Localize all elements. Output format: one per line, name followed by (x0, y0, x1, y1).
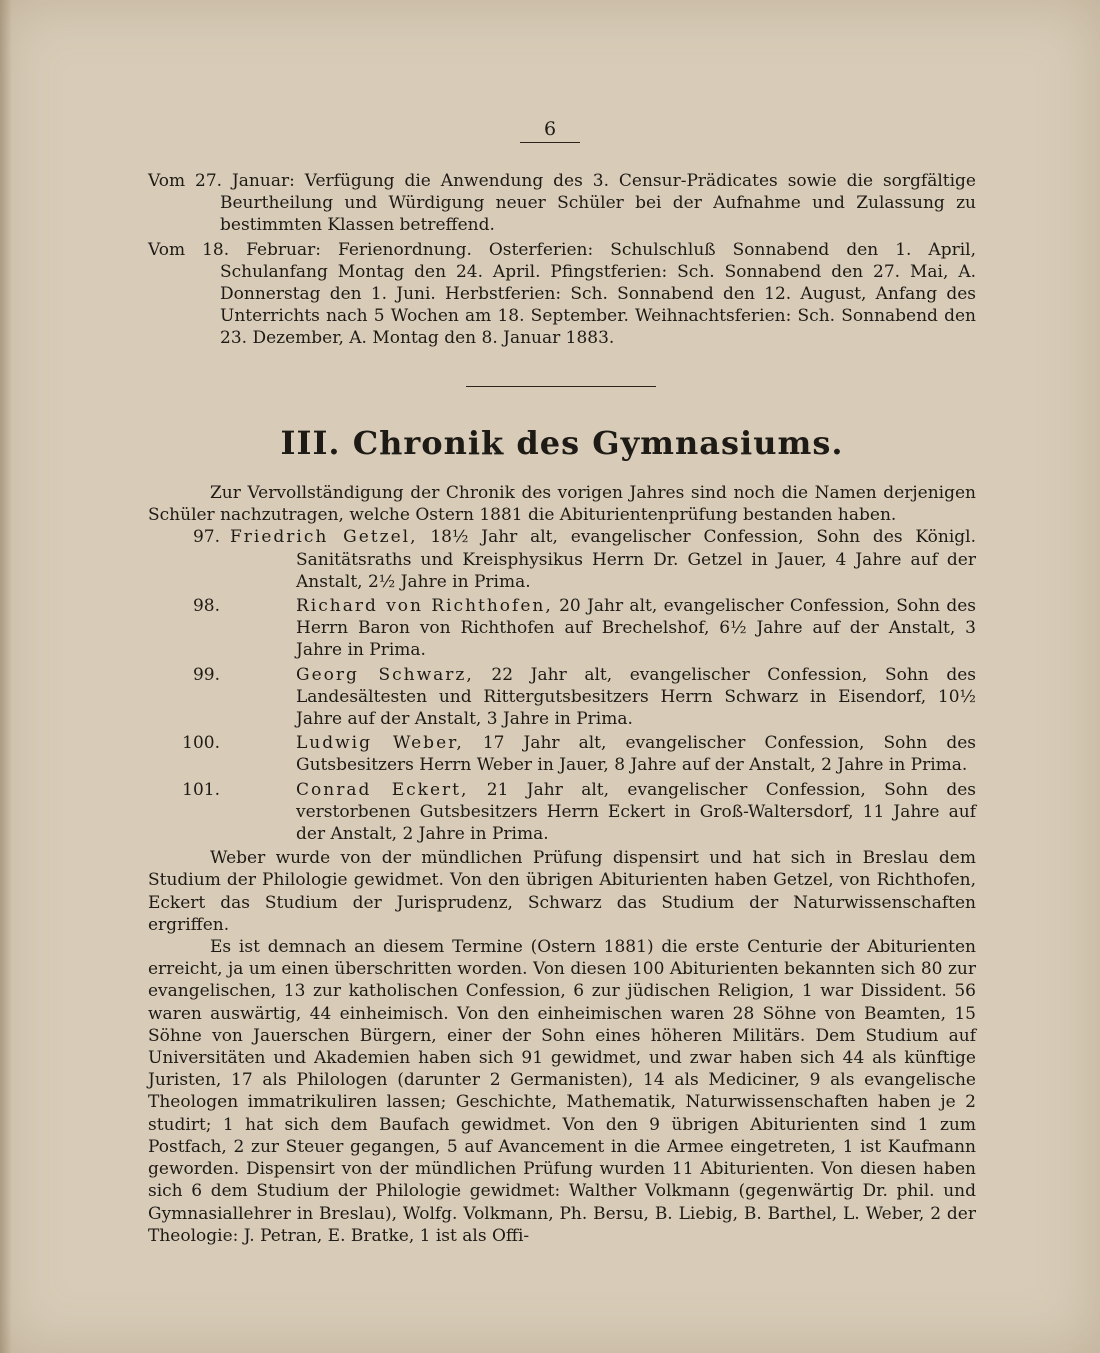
section-heading: III. Chronik des Gymnasiums. (280, 424, 844, 462)
graduate-number: 97. (192, 527, 220, 548)
graduate-number: 98. (192, 596, 220, 617)
graduate-entry-101 (148, 779, 976, 846)
announcement-1-lead: Vom 27. Januar: (148, 171, 295, 191)
graduate-entry-99 (148, 664, 976, 731)
announcement-1-text: Verfügung die Anwendung des 3. Censur-Prädicates sowie die sorgfältige Beurtheilung und Würdigung neuer Schüler bei der Aufnahme und Zulassung zu bestimmten Klassen betreffend. (220, 171, 976, 236)
graduate-number: 101. (182, 779, 220, 800)
graduate-entry-97 (148, 526, 976, 593)
announcement-2 (148, 239, 976, 350)
graduate-name: Conrad Eckert, (296, 779, 469, 800)
graduate-number: 100. (182, 733, 220, 754)
graduate-number: 99. (192, 664, 220, 685)
graduate-details: 22 Jahr alt, evangelischer Confession, Sohn des Landesältesten und Rittergutsbesitzers Herrn Schwarz in Eisendorf, 10½ Jahre auf der Anstalt, 3 Jahre in Prima. (296, 664, 977, 730)
graduate-name: Ludwig Weber, (296, 733, 464, 754)
graduate-details: 20 Jahr alt, evangelischer Confession, Sohn des Herrn Baron von Richthofen auf Brechelshof, 6½ Jahre auf der Anstalt, 3 Jahre in Prima. (296, 596, 977, 661)
paragraph-weber: Weber wurde von der mündlichen Prüfung dispensirt und hat sich in Breslau dem Studium der Philologie gewidmet. Von den übrigen Abiturienten haben Getzel, von Richthofen, Eckert das Studium der Jurisprudenz, Schwarz das Studium der Naturwissenschaften ergriffen. (148, 848, 976, 935)
page-number: 6 (520, 118, 580, 143)
graduate-entry-98 (148, 595, 976, 662)
announcement-2-text: Ferienordnung. Osterferien: Schulschluß Sonnabend den 1. April, Schulanfang Montag den 24. April. Pfingstferien: Sch. Sonnabend den 27. Mai, A. Donnerstag den 1. Juni. Herbstferien: Sch. Sonnabend den 12. August, Anfang des Unterrichts nach 5 Wochen am 18. September. Weihnachtsferien: Sch. Sonnabend den 23. Dezember, A. Montag den 8. Januar 1883. (220, 239, 976, 349)
binding-shadow (0, 0, 12, 1353)
graduate-name: Friedrich Getzel, (230, 527, 418, 548)
announcement-1 (148, 170, 976, 237)
graduate-details: 17 Jahr alt, evangelischer Confession, Sohn des Gutsbesitzers Herrn Weber in Jauer, 8 Jahre auf der Anstalt, 2 Jahre in Prima. (296, 733, 976, 776)
graduate-name: Richard von Richthofen, (296, 596, 553, 617)
paragraph-centurie: Es ist demnach an diesem Termine (Ostern 1881) die erste Centurie der Abiturienten erreicht, ja um einen überschritten worden. Von diesen 100 Abiturienten bekannten sich 80 zur evangelischen, 13 zur katholischen Confession, 6 zur jüdischen Religion, 1 war Dissident. 56 waren auswärtig, 44 einheimisch. Von den einheimischen waren 28 Söhne von Beamten, 15 Söhne von Jauerschen Bürgern, einer der Sohn eines höheren Militärs. Dem Studium auf Universitäten und Akademien haben sich 91 gewidmet, und zwar haben sich 44 als künftige Juristen, 17 als Philologen (darunter 2 Germanisten), 14 als Mediciner, 9 als evangelische Theologen immatrikuliren lassen; Geschichte, Mathematik, Naturwissenschaften haben je 2 studirt; 1 hat sich dem Baufach gewidmet. Von den 9 übrigen Abiturienten sind 1 zum Postfach, 2 zur Steuer gegangen, 5 auf Avancement in die Armee eingetreten, 1 ist Kaufmann geworden. Dispensirt von der mündlichen Prüfung wurden 11 Abiturienten. Von diesen haben sich 6 dem Studium der Philologie gewidmet: Walther Volkmann (gegenwärtig Dr. phil. und Gymnasiallehrer in Breslau), Wolfg. Volkmann, Ph. Bersu, B. Liebig, B. Barthel, L. Weber, 2 der Theologie: J. Petran, E. Bratke, 1 ist als Offi- (148, 937, 976, 1246)
section-divider (466, 386, 656, 387)
graduate-details: 21 Jahr alt, evangelischer Confession, Sohn des verstorbenen Gutsbesitzers Herrn Eckert in Groß-Waltersdorf, 11 Jahre auf der Anstalt, 2 Jahre in Prima. (296, 779, 976, 845)
chronicle-body (148, 482, 976, 1247)
announcements (148, 170, 976, 352)
intro-paragraph: Zur Vervollständigung der Chronik des vorigen Jahres sind noch die Namen derjenigen Schüler nachzutragen, welche Ostern 1881 die Abiturientenprüfung bestanden haben. (148, 483, 976, 526)
graduate-details: 18½ Jahr alt, evangelischer Confession, Sohn des Königl. Sanitätsraths und Kreisphysikus Herrn Dr. Getzel in Jauer, 4 Jahre auf der Anstalt, 2½ Jahre in Prima. (296, 527, 977, 592)
announcement-2-lead: Vom 18. Februar: (148, 239, 321, 260)
graduate-name: Georg Schwarz, (296, 664, 474, 685)
graduate-entry-100 (148, 732, 976, 776)
